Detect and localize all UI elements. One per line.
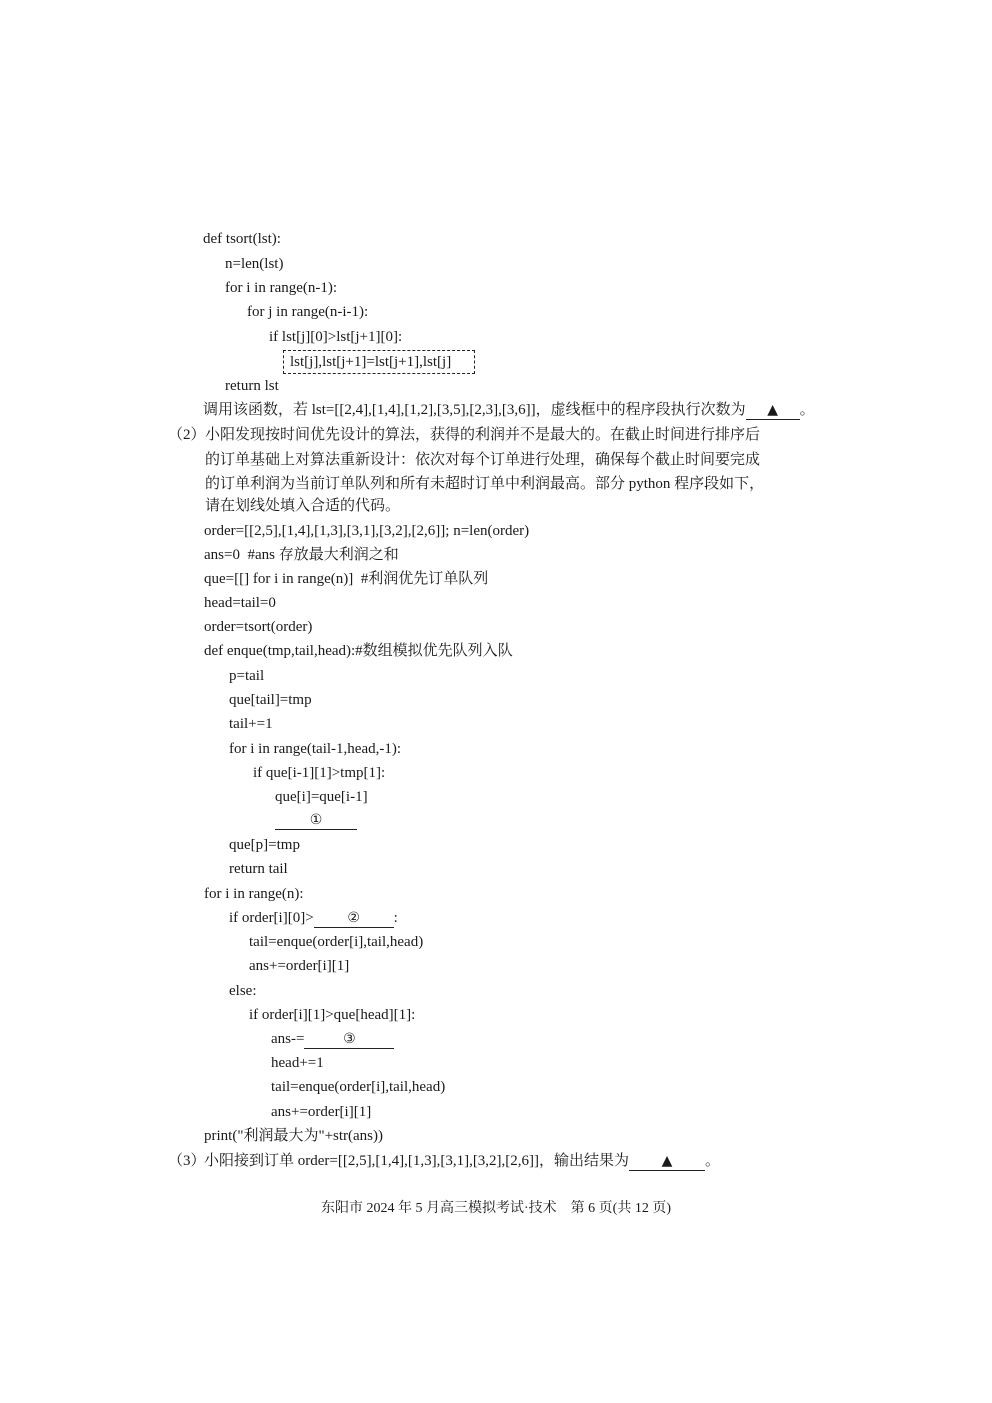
code-line: tail=enque(order[i],tail,head) [249,934,424,950]
question-3-text: 小阳接到订单 order=[[2,5],[1,4],[1,3],[3,1],[3,2],[2,6]]，输出结果为 ▲ 。 [204,1153,721,1169]
answer-blank: ③ [304,1030,394,1049]
triangle-icon: ▲ [661,1153,673,1169]
code-line: def tsort(lst): [203,231,281,247]
triangle-icon: ▲ [767,402,778,418]
code-line: ans+=order[i][1] [249,958,350,974]
answer-blank [629,1152,705,1171]
code-line: return lst [225,378,279,394]
code-line-boxed: lst[j],lst[j+1]=lst[j+1],lst[j] [290,354,452,370]
question-2-text: 的订单利润为当前订单队列和所有未超时订单中利润最高。部分 python 程序段如下， [205,476,765,492]
code-line: que[tail]=tmp [229,692,312,708]
page-footer: 东阳市 2024 年 5 月高三模拟考试·技术 第 6 页(共 12 页) [321,1201,671,1216]
code-line: if lst[j][0]>lst[j+1][0]: [269,329,403,345]
question-2-text: 的订单基础上对算法重新设计：依次对每个订单进行处理，确保每个截止时间要完成 [205,452,761,468]
code-line: return tail [229,861,288,877]
question-2-text: 请在划线处填入合适的代码。 [205,498,401,514]
question-1-text: 调用该函数，若 lst=[[2,4],[1,4],[1,2],[3,5],[2,3],[3,6]]，虚线框中的程序段执行次数为 ▲ 。 [203,402,815,418]
code-line: n=len(lst) [225,256,284,272]
code-line: tail+=1 [229,716,273,732]
code-line: que[p]=tmp [229,837,300,853]
code-line: order=tsort(order) [204,619,313,635]
code-line: que=[[] for i in range(n)] #利润优先订单队列 [204,571,489,587]
question-3-number: （3） [168,1153,206,1169]
code-line: for i in range(tail-1,head,-1): [229,741,402,757]
code-line: def enque(tmp,tail,head):#数组模拟优先队列入队 [204,643,513,659]
answer-blank [746,401,800,420]
code-line: for i in range(n-1): [225,280,338,296]
fill-blank-1 [275,810,357,830]
code-line: for i in range(n): [204,886,304,902]
code-line: p=tail [229,668,265,684]
question-2-number: （2） [168,427,206,443]
code-line: head+=1 [271,1055,324,1071]
fill-blank-2-line: if order[i][0]> ② : [229,910,398,926]
answer-blank: ① [275,811,357,830]
code-line: else: [229,983,257,999]
code-line: if order[i][1]>que[head][1]: [249,1007,416,1023]
code-line: if que[i-1][1]>tmp[1]: [253,765,386,781]
answer-blank: ② [314,909,394,928]
code-line: order=[[2,5],[1,4],[1,3],[3,1],[3,2],[2,6]]; n=len(order) [204,523,530,539]
code-line: print("利润最大为"+str(ans)) [204,1128,384,1144]
code-line: tail=enque(order[i],tail,head) [271,1079,446,1095]
code-line: ans=0 #ans 存放最大利润之和 [204,547,399,563]
code-line: for j in range(n-i-1): [247,304,369,320]
code-line: head=tail=0 [204,595,276,611]
fill-blank-3-line: ans-= ③ [271,1029,394,1049]
code-line: ans+=order[i][1] [271,1104,372,1120]
code-line: que[i]=que[i-1] [275,789,368,805]
question-2-text: 小阳发现按时间优先设计的算法，获得的利润并不是最大的。在截止时间进行排序后 [205,427,761,443]
